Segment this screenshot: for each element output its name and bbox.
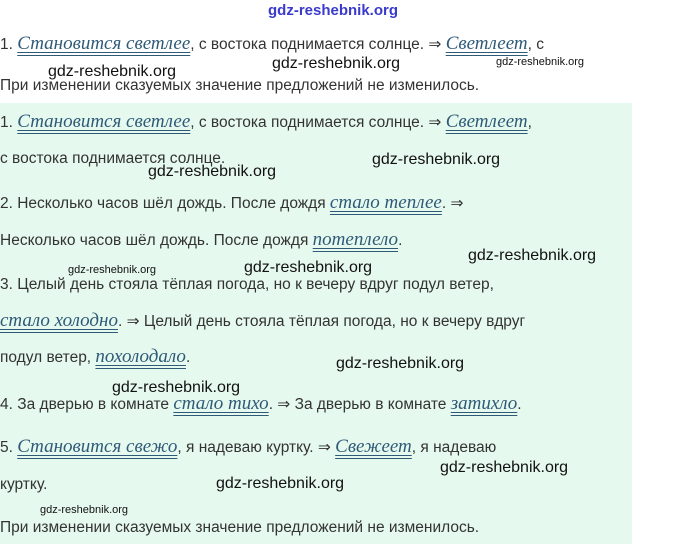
sentence-text: . — [185, 349, 191, 366]
item-3-line-2 — [0, 311, 525, 332]
item-number: 1. — [0, 114, 13, 131]
watermark: gdz-reshebnik.org — [112, 379, 241, 396]
watermark: gdz-reshebnik.org — [272, 55, 401, 72]
watermark: gdz-reshebnik.org — [148, 163, 277, 180]
intro-line — [0, 34, 544, 55]
watermark: gdz-reshebnik.org — [244, 259, 373, 276]
item-1-line-1 — [0, 112, 532, 133]
watermark: gdz-reshebnik.org — [496, 56, 585, 68]
predicate-replaced: Светлеет — [445, 33, 528, 54]
watermark: gdz-reshebnik.org — [440, 459, 569, 476]
item-2-line-2 — [0, 230, 402, 251]
intro-conclusion: При изменении сказуемых значение предложений не изменилось. — [0, 77, 480, 94]
predicate-original: Становится светлее — [17, 33, 191, 54]
predicate-replaced: Светлеет — [445, 111, 528, 132]
sentence-text: , с востока поднимается солнце. ⇒ — [190, 114, 446, 131]
watermark: gdz-reshebnik.org — [40, 504, 129, 516]
item-4-line-1 — [0, 394, 522, 415]
item-5-line-2: куртку. — [0, 476, 48, 493]
item-number: 1. — [0, 36, 13, 53]
watermark: gdz-reshebnik.org — [48, 63, 177, 80]
item-3-line-3 — [0, 347, 190, 368]
sentence-text: . — [517, 396, 522, 413]
item-2-line-1 — [0, 193, 463, 214]
sentence-text: , с — [527, 36, 544, 53]
sentence-text: . — [398, 232, 403, 249]
sentence-text: , я надеваю куртку. ⇒ — [177, 439, 336, 456]
watermark: gdz-reshebnik.org — [372, 151, 501, 168]
predicate-replaced: Свежеет — [335, 436, 412, 457]
item-3-line-1: 3. Целый день стояла тёплая погода, но к вечеру вдруг подул ветер, — [0, 276, 494, 293]
sentence-text: , с востока поднимается солнце. ⇒ — [190, 36, 446, 53]
predicate-original: Становится светлее — [17, 111, 191, 132]
sentence-text: , — [527, 114, 532, 131]
watermark: gdz-reshebnik.org — [216, 475, 345, 492]
predicate-replaced: похолодало — [95, 346, 186, 367]
sentence-text: . ⇒ — [441, 195, 464, 212]
item-number: 5. — [0, 439, 18, 456]
item-1-line-2: с востока поднимается солнце. — [0, 150, 226, 167]
predicate-replaced: потеплело — [312, 229, 399, 250]
predicate-original: стало теплее — [329, 192, 442, 213]
watermark: gdz-reshebnik.org — [68, 264, 157, 276]
sentence-text: . ⇒ За дверью в комнате — [268, 396, 451, 413]
predicate-original: Становится свежо — [17, 436, 178, 457]
watermark: gdz-reshebnik.org — [268, 2, 399, 19]
predicate-replaced: затихло — [450, 393, 518, 414]
sentence-text: . ⇒ Целый день стояла тёплая погода, но к вечеру вдруг — [117, 313, 526, 330]
watermark: gdz-reshebnik.org — [468, 247, 597, 264]
conclusion: При изменении сказуемых значение предложений не изменилось. — [0, 519, 480, 536]
sentence-text: 2. Несколько часов шёл дождь. После дождя — [0, 195, 330, 212]
watermark: gdz-reshebnik.org — [336, 355, 465, 372]
predicate-original: стало тихо — [173, 393, 269, 414]
sentence-text: подул ветер, — [0, 349, 96, 366]
sentence-text: Несколько часов шёл дождь. После дождя — [0, 232, 313, 249]
predicate-original: стало холодно — [0, 310, 118, 331]
sentence-text: , я надеваю — [411, 439, 497, 456]
sentence-text: 4. За дверью в комнате — [0, 396, 174, 413]
item-5-line-1 — [0, 437, 496, 458]
